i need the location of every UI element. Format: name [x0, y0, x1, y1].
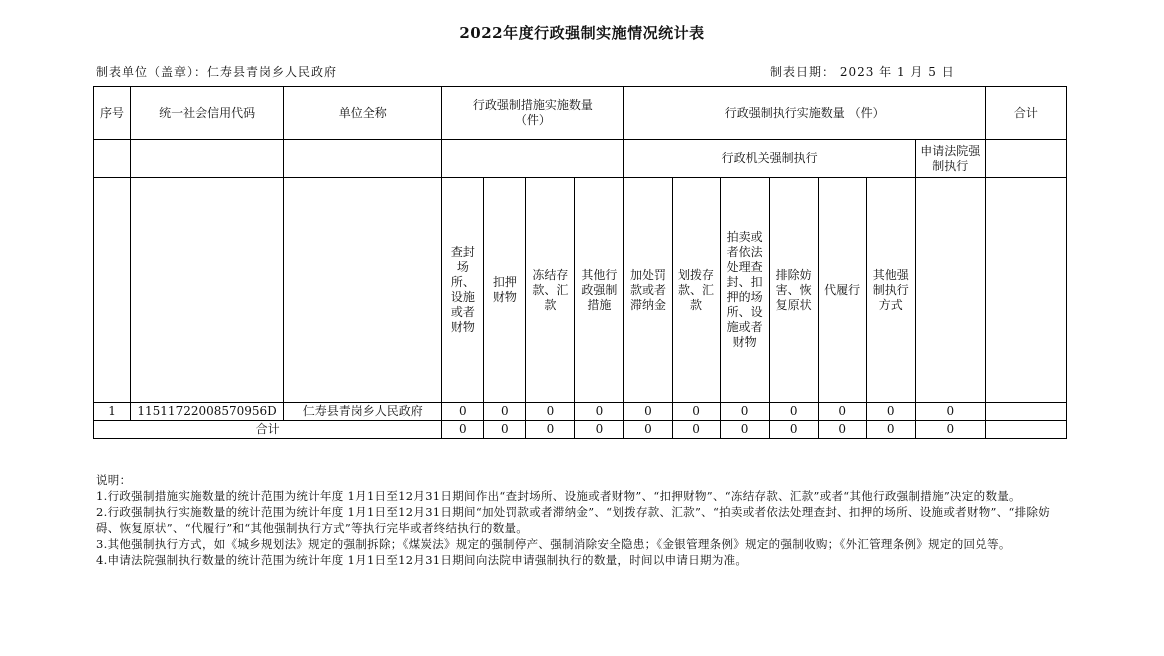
- header-col-label: 加处罚款或者滞纳金: [629, 267, 666, 312]
- header-execution-group: 行政强制执行实施数量 （件）: [624, 87, 985, 140]
- blank-cell: [985, 140, 1066, 178]
- row-value: 0: [526, 403, 575, 421]
- note-item: 2.行政强制执行实施数量的统计范围为统计年度 1月1日至12月31日期间“加处罚款或者滞纳金”、“划拨存款、汇款”、“拍卖或者依法处理查封、扣押的场所、设施或者财物”、“排除妨碍、恢复原状”、“代履行”和“其他强制执行方式”等执行完毕或者终结执行的数量。: [96, 505, 1051, 535]
- header-col-label: 排除妨害、恢复原状: [775, 267, 812, 312]
- header-row-3: [94, 178, 1067, 403]
- header-total: 合计: [985, 87, 1066, 140]
- total-value: 0: [818, 421, 866, 439]
- blank-cell: [94, 140, 131, 178]
- header-measures-group-label: 行政强制措施实施数量（件）: [472, 98, 593, 127]
- page-title: 2022年度行政强制实施情况统计表: [459, 24, 705, 42]
- header-col-freeze: [526, 178, 575, 403]
- report-date: 制表日期： 2023 年 1 月 5 日: [770, 65, 955, 79]
- header-col-other-exec: [866, 178, 915, 403]
- header-col-label: 其他强制执行方式: [872, 267, 909, 312]
- header-admin-exec: 行政机关强制执行: [624, 140, 915, 178]
- total-value: 0: [915, 421, 985, 439]
- notes-section: [96, 472, 1066, 568]
- header-col-label: 其他行政强制措施: [581, 267, 618, 312]
- header-col-label: 拍卖或者依法处理查封、扣押的场所、设施或者财物: [726, 230, 763, 349]
- total-value: 0: [575, 421, 624, 439]
- header-col-label: 冻结存款、汇款: [532, 267, 569, 312]
- row-value: 0: [575, 403, 624, 421]
- row-value: 0: [769, 403, 818, 421]
- row-value: 0: [442, 403, 484, 421]
- header-col-seize: [484, 178, 526, 403]
- header-col-label: 查封场所、设施或者财物: [450, 245, 475, 334]
- blank-cell: [131, 178, 284, 403]
- row-value: 0: [484, 403, 526, 421]
- statistics-table: [93, 86, 1067, 439]
- header-unit-name: 单位全称: [284, 87, 442, 140]
- row-seq: 1: [94, 403, 131, 421]
- total-total: [985, 421, 1066, 439]
- header-col-other-measures: [575, 178, 624, 403]
- header-col-substitute: [818, 178, 866, 403]
- row-value: 0: [915, 403, 985, 421]
- blank-cell: [985, 178, 1066, 403]
- total-value: 0: [624, 421, 672, 439]
- row-credit-code: 11511722008570956D: [131, 403, 284, 421]
- header-col-seal: [442, 178, 484, 403]
- note-item: 3.其他强制执行方式，如《城乡规划法》规定的强制拆除；《煤炭法》规定的强制停产、强制消除安全隐患；《金银管理条例》规定的强制收购；《外汇管理条例》规定的回兑等。: [96, 537, 1011, 551]
- header-col-transfer: [672, 178, 720, 403]
- blank-cell: [94, 178, 131, 403]
- reporting-unit: 制表单位（盖章）：仁寿县青岗乡人民政府: [96, 65, 338, 79]
- note-item: 1.行政强制措施实施数量的统计范围为统计年度 1月1日至12月31日期间作出“查封场所、设施或者财物”、“扣押财物”、“冻结存款、汇款”或者“其他行政强制措施”决定的数量。: [96, 489, 1021, 503]
- blank-cell: [442, 140, 624, 178]
- header-col-label: 代履行: [824, 282, 861, 297]
- total-value: 0: [769, 421, 818, 439]
- total-value: 0: [442, 421, 484, 439]
- row-value: 0: [624, 403, 672, 421]
- row-total: [985, 403, 1066, 421]
- total-value: 0: [720, 421, 769, 439]
- total-row: [94, 421, 1067, 439]
- header-col-label: 扣押财物: [492, 275, 517, 304]
- header-col-label: 划拨存款、汇款: [678, 267, 715, 312]
- note-item: 4.申请法院强制执行数量的统计范围为统计年度 1月1日至12月31日期间向法院申请强制执行的数量，时间以申请日期为准。: [96, 553, 748, 567]
- header-col-auction: [720, 178, 769, 403]
- row-unit-name: 仁寿县青岗乡人民政府: [284, 403, 442, 421]
- blank-cell: [131, 140, 284, 178]
- header-col-remove-obstruction: [769, 178, 818, 403]
- row-value: 0: [818, 403, 866, 421]
- blank-cell: [284, 178, 442, 403]
- total-value: 0: [672, 421, 720, 439]
- total-label: 合计: [94, 421, 442, 439]
- header-row-2: [94, 140, 1067, 178]
- blank-cell: [284, 140, 442, 178]
- row-value: 0: [672, 403, 720, 421]
- table-row: [94, 403, 1067, 421]
- total-value: 0: [866, 421, 915, 439]
- header-row-1: [94, 87, 1067, 140]
- header-court-exec-label: 申请法院强制执行: [920, 143, 981, 173]
- total-value: 0: [526, 421, 575, 439]
- header-col-fines: [624, 178, 672, 403]
- notes-heading: 说明：: [96, 473, 132, 487]
- row-value: 0: [866, 403, 915, 421]
- header-credit-code: 统一社会信用代码: [131, 87, 284, 140]
- header-court-exec: [915, 140, 985, 178]
- header-seq: 序号: [94, 87, 131, 140]
- total-value: 0: [484, 421, 526, 439]
- row-value: 0: [720, 403, 769, 421]
- blank-cell: [915, 178, 985, 403]
- header-measures-group: [442, 87, 624, 140]
